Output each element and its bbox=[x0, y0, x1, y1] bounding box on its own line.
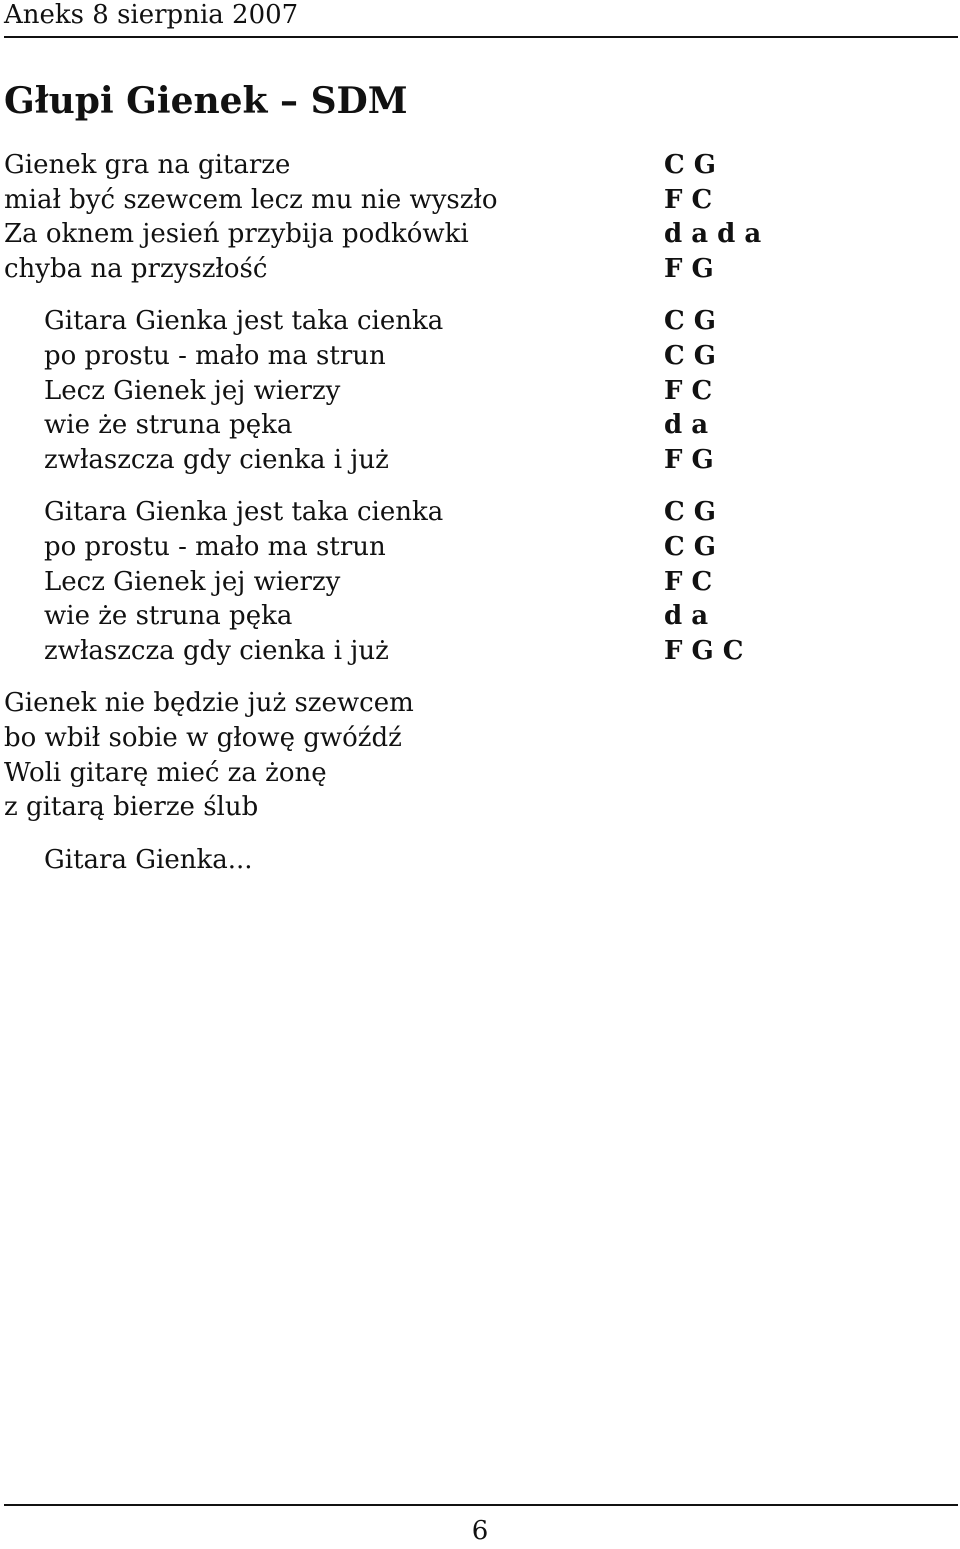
lyric-line: miał być szewcem lecz mu nie wyszło bbox=[4, 184, 498, 215]
chord-line: C G bbox=[664, 306, 716, 337]
stanza-5-chorus-ref bbox=[4, 843, 604, 878]
chords-column bbox=[664, 148, 954, 686]
lyric-line: Gienek gra na gitarze bbox=[4, 150, 291, 180]
chord-line: F C bbox=[664, 566, 713, 597]
lyric-line: po prostu - mało ma strun bbox=[44, 340, 386, 371]
song-title: Głupi Gienek – SDM bbox=[4, 80, 408, 122]
stanza-3-chorus bbox=[4, 495, 604, 668]
lyric-line: z gitarą bierze ślub bbox=[4, 792, 259, 823]
lyric-line: wie że struna pęka bbox=[44, 601, 293, 632]
lyric-line: Woli gitarę mieć za żonę bbox=[4, 757, 327, 788]
lyric-line: Gienek nie będzie już szewcem bbox=[4, 688, 414, 719]
lyric-line: po prostu - mało ma strun bbox=[44, 531, 386, 562]
stanza-1 bbox=[4, 148, 604, 286]
chord-line: C G bbox=[664, 150, 716, 180]
chord-line: C G bbox=[664, 531, 716, 562]
chord-line: d a d a bbox=[664, 219, 762, 250]
lyric-line: zwłaszcza gdy cienka i już bbox=[44, 444, 389, 475]
page-number: 6 bbox=[471, 1516, 489, 1546]
chord-group-3 bbox=[664, 495, 954, 668]
lyric-line: chyba na przyszłość bbox=[4, 253, 268, 284]
lyric-line: Lecz Gienek jej wierzy bbox=[44, 566, 341, 597]
chord-line: F C bbox=[664, 184, 713, 215]
chord-group-2 bbox=[664, 304, 954, 477]
chord-line: F G bbox=[664, 253, 714, 284]
stanza-2-chorus bbox=[4, 304, 604, 477]
chord-line: C G bbox=[664, 340, 716, 371]
header-rule bbox=[4, 36, 958, 38]
chord-line: F C bbox=[664, 375, 713, 406]
chord-line: F G bbox=[664, 444, 714, 475]
lyric-line: wie że struna pęka bbox=[44, 410, 293, 441]
footer-rule bbox=[4, 1504, 958, 1506]
chord-line: d a bbox=[664, 410, 709, 441]
lyric-line: zwłaszcza gdy cienka i już bbox=[44, 635, 389, 666]
running-header: Aneks 8 sierpnia 2007 bbox=[4, 0, 299, 30]
chord-group-1 bbox=[664, 148, 954, 286]
lyric-line: Lecz Gienek jej wierzy bbox=[44, 375, 341, 406]
lyric-line: Gitara Gienka jest taka cienka bbox=[44, 306, 444, 337]
lyric-line: Za oknem jesień przybija podkówki bbox=[4, 219, 469, 250]
stanza-4 bbox=[4, 686, 604, 824]
chord-line: C G bbox=[664, 497, 716, 528]
chord-line: d a bbox=[664, 601, 709, 632]
lyric-line: Gitara Gienka... bbox=[44, 844, 253, 875]
lyric-line: bo wbił sobie w głowę gwóźdź bbox=[4, 722, 402, 753]
chord-line: F G C bbox=[664, 635, 744, 666]
lyric-line: Gitara Gienka jest taka cienka bbox=[44, 497, 444, 528]
lyrics-column bbox=[4, 148, 604, 895]
